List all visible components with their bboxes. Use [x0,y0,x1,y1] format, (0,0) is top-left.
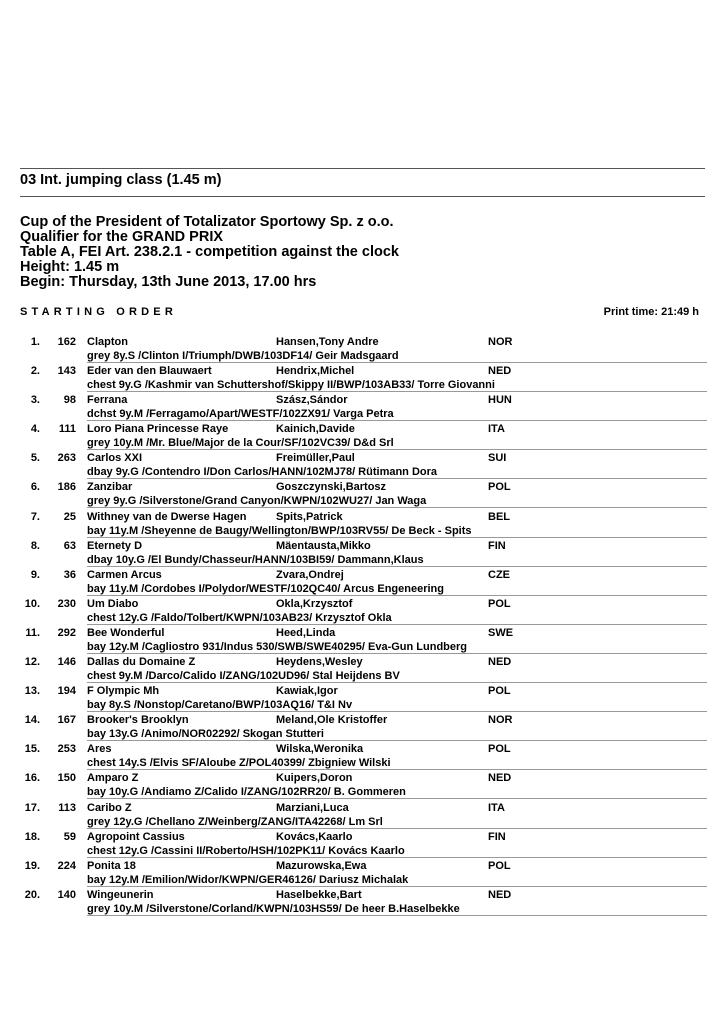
entry-rank: 9. [30,568,40,581]
entry-detail-line [0,727,725,741]
entry-rank: 4. [30,423,40,436]
entry-rank: 17. [24,801,40,814]
entry-number: 253 [57,743,76,756]
entry-main-line [0,801,725,815]
top-rule [20,168,705,169]
begin-line: Begin: Thursday, 13th June 2013, 17.00 hrs [20,274,317,290]
list-item [0,800,725,829]
list-item [0,683,725,712]
horse-name: Brooker's Brooklyn [87,714,189,727]
nation-code: SWE [488,626,514,639]
entry-number: 230 [57,597,76,610]
entry-rank: 5. [30,452,40,465]
rider-name: Meland,Ole Kristoffer [276,714,388,727]
list-item [0,625,725,654]
entry-detail-line [0,873,725,887]
horse-details: chest 12y.G /Cassini II/Roberto/HSH/102PK11/ Kovács Kaarlo [87,844,405,857]
horse-name: Carlos XXI [87,452,143,465]
list-item [0,741,725,770]
entry-detail-line [0,349,725,363]
horse-name: Eternety D [87,539,143,552]
title-underline-rule [20,196,705,197]
list-item [0,421,725,450]
entry-main-line [0,335,725,349]
entry-main-line [0,830,725,844]
list-item [0,829,725,858]
entry-number: 113 [58,801,76,814]
horse-details: bay 11y.M /Sheyenne de Baugy/Wellington/BWP/103RV55/ De Beck - Spits [87,524,472,537]
entry-rank: 7. [30,510,40,523]
nation-code: SUI [488,452,507,465]
horse-name: Carmen Arcus [87,568,162,581]
entry-main-line [0,684,725,698]
rider-name: Zvara,Ondrej [276,568,344,581]
print-time: Print time: 21:49 h [603,306,699,318]
rider-name: Kuipers,Doron [276,772,353,785]
nation-code: POL [488,685,511,698]
horse-details: bay 10y.G /Andiamo Z/Calido I/ZANG/102RR20/ B. Gommeren [87,786,406,799]
entry-detail-line [0,815,725,829]
horse-name: Dallas du Domaine Z [87,656,196,669]
horse-details: chest 9y.G /Kashmir van Schuttershof/Skippy II/BWP/103AB33/ Torre Giovanni [87,379,495,392]
rider-name: Haselbekke,Bart [276,888,362,901]
horse-details: dbay 10y.G /El Bundy/Chasseur/HANN/103BI59/ Dammann,Klaus [87,553,424,566]
nation-code: ITA [488,801,505,814]
nation-code: NED [488,772,512,785]
rider-name: Mazurowska,Ewa [276,859,367,872]
list-item [0,334,725,363]
entry-number: 194 [57,685,76,698]
entry-rank: 16. [24,772,40,785]
rider-name: Freimüller,Paul [276,452,355,465]
rider-name: Spits,Patrick [276,510,343,523]
entry-main-line [0,393,725,407]
horse-details: dbay 9y.G /Contendro I/Don Carlos/HANN/102MJ78/ Rütimann Dora [87,466,438,479]
horse-details: chest 12y.G /Faldo/Tolbert/KWPN/103AB23/ Krzysztof Okla [87,611,392,624]
horse-name: Agropoint Cassius [87,830,185,843]
rider-name: Heydens,Wesley [276,656,363,669]
horse-details: bay 8y.S /Nonstop/Caretano/BWP/103AQ16/ T&I Nv [87,699,353,712]
height-line: Height: 1.45 m [20,259,120,275]
horse-details: grey 12y.G /Chellano Z/Weinberg/ZANG/ITA42268/ Lm Srl [87,815,383,828]
qualifier-line: Qualifier for the GRAND PRIX [20,229,224,245]
entry-detail-line [0,640,725,654]
horse-name: Ponita 18 [87,859,136,872]
nation-code: POL [488,481,511,494]
nation-code: NED [488,656,512,669]
horse-name: Zanzibar [87,481,133,494]
entry-rank: 2. [30,365,40,378]
entry-number: 63 [63,539,76,552]
entry-number: 111 [58,423,76,436]
horse-name: Caribo Z [87,801,132,814]
nation-code: CZE [488,568,510,581]
rider-name: Heed,Linda [276,626,336,639]
list-item [0,392,725,421]
entry-detail-line [0,611,725,625]
nation-code: ITA [488,423,505,436]
horse-name: Wingeunerin [87,888,154,901]
entry-detail-line [0,378,725,392]
rider-name: Hendrix,Michel [276,365,355,378]
entry-rank: 14. [24,714,40,727]
entry-rank: 13. [24,685,40,698]
entry-rank: 6. [30,481,40,494]
entry-number: 186 [57,481,76,494]
horse-name: Ares [87,743,112,756]
entry-number: 25 [63,510,76,523]
entry-number: 150 [57,772,76,785]
entry-separator [87,915,707,916]
horse-details: chest 14y.S /Elvis SF/Aloube Z/POL40399/ Zbigniew Wilski [87,757,391,770]
entry-main-line [0,655,725,669]
entry-main-line [0,510,725,524]
nation-code: FIN [488,830,506,843]
rider-name: Mäentausta,Mikko [276,539,371,552]
entry-number: 292 [57,626,76,639]
entry-number: 143 [57,365,76,378]
horse-name: Withney van de Dwerse Hagen [87,510,247,523]
entry-main-line [0,451,725,465]
entry-main-line [0,771,725,785]
section-label: STARTING ORDER [20,306,177,318]
list-item [0,450,725,479]
entry-main-line [0,568,725,582]
nation-code: NED [488,365,512,378]
rider-name: Goszczynski,Bartosz [276,481,387,494]
entry-detail-line [0,524,725,538]
entry-number: 59 [63,830,76,843]
entry-detail-line [0,669,725,683]
class-title: 03 Int. jumping class (1.45 m) [20,172,222,188]
horse-details: grey 8y.S /Clinton I/Triumph/DWB/103DF14/ Geir Madsgaard [87,350,399,362]
nation-code: FIN [488,539,506,552]
entry-number: 263 [57,452,76,465]
entry-main-line [0,713,725,727]
horse-details: dchst 9y.M /Ferragamo/Apart/WESTF/102ZX91/ Varga Petra [87,408,394,421]
list-item [0,538,725,567]
horse-details: chest 9y.M /Darco/Calido I/ZANG/102UD96/ Stal Heijdens BV [87,670,400,683]
list-item [0,596,725,625]
entry-detail-line [0,698,725,712]
horse-details: bay 13y.G /Animo/NOR02292/ Skogan Stutteri [87,728,324,741]
horse-details: grey 10y.M /Mr. Blue/Major de la Cour/SF/102VC39/ D&d Srl [87,437,394,450]
table-rule-line: Table A, FEI Art. 238.2.1 - competition against the clock [20,244,399,260]
entry-detail-line [0,902,725,916]
list-item [0,509,725,538]
entry-number: 36 [63,568,76,581]
entry-detail-line [0,844,725,858]
rider-name: Marziani,Luca [276,801,349,814]
horse-details: grey 10y.M /Silverstone/Corland/KWPN/103HS59/ De heer B.Haselbekke [87,902,460,915]
entry-main-line [0,626,725,640]
entry-rank: 20. [24,888,40,901]
entry-number: 162 [57,336,76,348]
entry-number: 140 [57,888,76,901]
entry-detail-line [0,785,725,799]
entry-detail-line [0,436,725,450]
horse-name: Loro Piana Princesse Raye [87,423,229,436]
entry-main-line [0,859,725,873]
entry-detail-line [0,465,725,479]
entry-rank: 11. [25,626,40,639]
rider-name: Okla,Krzysztof [276,597,353,610]
list-item [0,654,725,683]
list-item [0,479,725,508]
entry-rank: 15. [24,743,40,756]
nation-code: NOR [488,714,513,727]
rider-name: Kovács,Kaarlo [276,830,353,843]
horse-name: F Olympic Mh [87,685,160,698]
entry-rank: 12. [24,656,40,669]
starting-order-list [0,334,725,916]
entry-rank: 8. [30,539,40,552]
entry-number: 167 [57,714,76,727]
entry-detail-line [0,553,725,567]
rider-name: Hansen,Tony Andre [276,336,379,348]
nation-code: BEL [488,510,510,523]
rider-name: Szász,Sándor [276,394,348,407]
entry-main-line [0,364,725,378]
list-item [0,887,725,916]
horse-name: Eder van den Blauwaert [87,365,212,378]
entry-number: 146 [57,656,76,669]
list-item [0,363,725,392]
horse-name: Ferrana [87,394,128,407]
horse-name: Clapton [87,336,128,348]
list-item [0,770,725,799]
horse-details: grey 9y.G /Silverstone/Grand Canyon/KWPN/102WU27/ Jan Waga [87,495,427,508]
entry-rank: 10. [24,597,40,610]
nation-code: HUN [488,394,512,407]
nation-code: NOR [488,336,513,348]
list-item [0,567,725,596]
entry-main-line [0,539,725,553]
horse-details: bay 11y.M /Cordobes I/Polydor/WESTF/102QC40/ Arcus Engeneering [87,582,444,595]
entry-main-line [0,742,725,756]
entry-number: 224 [57,859,76,872]
entry-main-line [0,422,725,436]
entry-rank: 1. [30,336,40,348]
nation-code: POL [488,859,511,872]
entry-main-line [0,597,725,611]
competition-info [20,215,399,290]
entry-rank: 19. [24,859,40,872]
list-item [0,712,725,741]
entry-rank: 18. [24,830,40,843]
nation-code: POL [488,597,511,610]
list-item [0,858,725,887]
entry-detail-line [0,756,725,770]
rider-name: Kawiak,Igor [276,685,338,698]
entry-detail-line [0,582,725,596]
entry-main-line [0,480,725,494]
nation-code: POL [488,743,511,756]
entry-detail-line [0,494,725,508]
nation-code: NED [488,888,512,901]
horse-name: Bee Wonderful [87,626,165,639]
entry-main-line [0,888,725,902]
entry-number: 98 [63,394,76,407]
horse-name: Um Diabo [87,597,139,610]
entry-detail-line [0,407,725,421]
rider-name: Kainich,Davide [276,423,355,436]
horse-details: bay 12y.M /Cagliostro 931/Indus 530/SWB/SWE40295/ Eva-Gun Lundberg [87,640,468,653]
entry-rank: 3. [30,394,40,407]
rider-name: Wilska,Weronika [276,743,364,756]
horse-name: Amparo Z [87,772,139,785]
competition-name: Cup of the President of Totalizator Sportowy Sp. z o.o. [20,214,394,230]
horse-details: bay 12y.M /Emilion/Widor/KWPN/GER46126/ Dariusz Michalak [87,873,409,886]
